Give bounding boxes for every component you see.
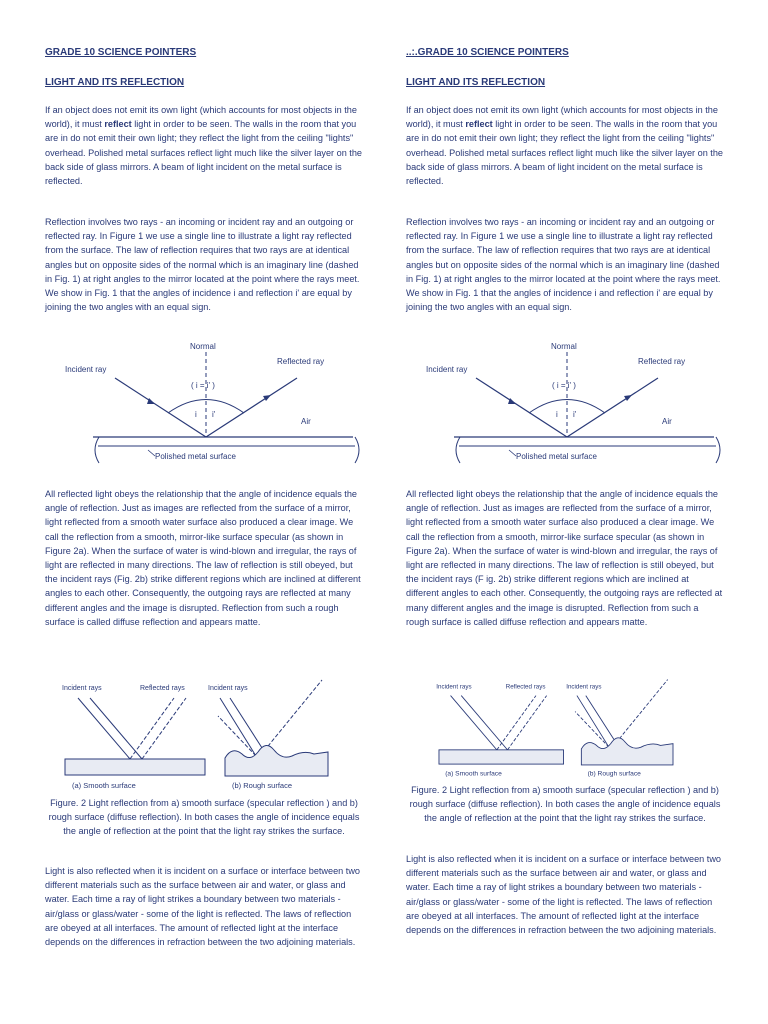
paragraph-intro-text-a: If an object does not emit its own light (which accounts for most objects in the world), it must [406, 105, 718, 130]
reflected-ray-a1 [497, 696, 536, 750]
figure-2-caption: Figure. 2 Light reflection from a) smooth surface (specular reflection ) and b) rough surface (diffuse reflection). In both cases the angle of incidence equals the angle of reflection at the point that the light ray strikes the surface. [48, 798, 360, 837]
surface-label: Polished metal surface [516, 452, 597, 461]
paragraph-intro-text-b: light in order to be seen. The walls in the room that you are in do not emit their own light; they reflect the light from the ceiling "lights" overhead. Polished metal surfaces reflect light much like the silver layer on the back side of glass mirrors. A beam of light incident on the metal surface is reflected. [406, 119, 723, 187]
surface-label-leader [148, 450, 155, 456]
paragraph-intro [406, 103, 724, 188]
paragraph-intro-text-b: light in order to be seen. The walls in the room that you are in do not emit their own light; they reflect the light from the ceiling "lights" overhead. Polished metal surfaces reflect light much like the silver layer on the back side of glass mirrors. A beam of light incident on the metal surface is reflected. [45, 119, 362, 187]
reflected-ray-b2 [264, 680, 322, 751]
section-heading: LIGHT AND ITS REFLECTION [45, 77, 185, 88]
angle-i-prime-label: i' [573, 410, 577, 419]
incident-ray-a2 [90, 698, 142, 759]
page-heading: ..:.GRADE 10 SCIENCE POINTERS [406, 47, 569, 58]
paragraph-intro-text-a: If an object does not emit its own light (which accounts for most objects in the world), it must [45, 105, 357, 130]
reflected-rays-label: Reflected rays [140, 685, 185, 692]
incident-ray-label: Incident ray [65, 365, 107, 374]
smooth-surface-block [439, 750, 564, 764]
reflected-ray-label: Reflected ray [277, 357, 325, 366]
figure-2-diagram [418, 676, 718, 781]
rough-surface-label: (b) Rough surface [232, 781, 293, 790]
figure-2-diagram [60, 676, 360, 794]
surface-label-leader [509, 450, 516, 456]
incident-ray-b1 [220, 698, 256, 756]
reflected-ray-line [206, 378, 297, 437]
incident-ray-a2 [461, 696, 507, 750]
surface-break-right [355, 437, 359, 463]
reflected-ray-label: Reflected ray [638, 357, 686, 366]
reflected-ray-b1 [575, 712, 609, 748]
incident-ray-b2 [230, 698, 264, 751]
incident-ray-a1 [78, 698, 130, 759]
rough-surface-block [225, 745, 328, 776]
incident-ray-label: Incident ray [426, 365, 468, 374]
reflected-ray-b1 [218, 716, 256, 756]
incident-rays-a-label: Incident rays [436, 683, 472, 691]
angle-equation-label: ( i = i' ) [191, 381, 215, 390]
reflected-rays-label: Reflected rays [505, 683, 546, 691]
paragraph-specular: All reflected light obeys the relationship that the angle of incidence equals the angle of reflection. Just as images are reflected from the surface of a mirror, light reflected from a smooth water surface also produced a clear image. We call the reflection from a smooth, mirror-like surface specular (as shown in Figure 2a). When the surface of water is wind-blown and irregular, the rays of light are reflected in many directions. The law of reflection is still obeyed, but the incident rays (F ig. 2b) strike different regions which are inclined at different angles to each other. Consequently, the outgoing rays are reflected at many different angles and the image is disrupted. Reflection from such a rough surface is called diffuse reflection and appears matte. [406, 489, 723, 627]
paragraph-reflection: Reflection involves two rays - an incoming or incident ray and an outgoing or reflected ray. In Figure 1 we use a single line to illustrate a light ray reflected from the surface. The law of reflection requires that two rays are at identical angles but on opposite sides of the normal which is an imaginary line (dashed in Fig. 1) at right angles to the mirror located at the point where the rays meet. We show in Fig. 1 that the angles of incidence i and reflection i' are equal by joining the two angles with an equal sign. [406, 217, 721, 313]
air-label: Air [301, 417, 311, 426]
surface-break-left [95, 437, 99, 463]
surface-break-right [716, 437, 720, 463]
paragraph-intro-bold: reflect [465, 119, 493, 130]
paragraph-interfaces: Light is also reflected when it is incident on a surface or interface between two different materials such as the surface between air and water, or glass and water. Each time a ray of light strikes a boundary between two materials - air/glass or glass/water - some of the light is reflected. The laws of reflection are obeyed at all interfaces. The amount of reflected light at the interface depends on the differences in refraction between the two adjoining materials. [406, 854, 721, 936]
incident-ray-b1 [577, 696, 609, 748]
reflected-ray-line [567, 378, 658, 437]
normal-label: Normal [551, 342, 577, 351]
incident-rays-a-label: Incident rays [62, 685, 102, 692]
angle-i-label: i [556, 410, 558, 419]
page-heading: GRADE 10 SCIENCE POINTERS [45, 47, 197, 58]
reflected-ray-arrow [263, 395, 271, 401]
angle-i-label: i [195, 410, 197, 419]
section-heading: LIGHT AND ITS REFLECTION [406, 77, 546, 88]
smooth-surface-label: (a) Smooth surface [445, 770, 502, 778]
paragraph-reflection: Reflection involves two rays - an incoming or incident ray and an outgoing or reflected ray. In Figure 1 we use a single line to illustrate a light ray reflected from the surface. The law of reflection requires that two rays are at identical angles but on opposite sides of the normal which is an imaginary line (dashed in Fig. 1) at right angles to the mirror located at the point where the rays meet. We show in Fig. 1 that the angles of incidence i and reflection i' are equal by joining the two angles with an equal sign. [45, 217, 360, 313]
surface-label: Polished metal surface [155, 452, 236, 461]
rough-surface-block [581, 738, 673, 765]
air-label: Air [662, 417, 672, 426]
incident-ray-a1 [451, 696, 497, 750]
paragraph-intro-bold: reflect [104, 119, 132, 130]
incident-rays-b-label: Incident rays [566, 683, 602, 691]
reflected-ray-a2 [507, 696, 546, 750]
angle-equation-label: ( i = i' ) [552, 381, 576, 390]
incident-rays-b-label: Incident rays [208, 685, 248, 692]
paragraph-intro [45, 103, 363, 188]
reflected-ray-a1 [130, 698, 174, 759]
rough-surface-label: (b) Rough surface [587, 770, 641, 778]
normal-label: Normal [190, 342, 216, 351]
surface-break-left [456, 437, 460, 463]
figure-2-caption: Figure. 2 Light reflection from a) smooth surface (specular reflection ) and b) rough surface (diffuse reflection). In both cases the angle of incidence equals the angle of reflection at the point that the light ray strikes the surface. [409, 785, 721, 824]
figure-1-diagram [63, 338, 363, 468]
angle-i-prime-label: i' [212, 410, 216, 419]
reflected-ray-arrow [624, 395, 632, 401]
figure-1-diagram [424, 338, 724, 468]
incident-ray-b2 [586, 696, 616, 743]
paragraph-specular: All reflected light obeys the relationship that the angle of incidence equals the angle of reflection. Just as images are reflected from the surface of a mirror, light reflected from a smooth water surface also produced a clear image. We call the reflection from a smooth, mirror-like surface specular (as shown in Figure 2a). When the surface of water is wind-blown and irregular, the rays of light are reflected in many directions. The law of reflection is still obeyed, but the incident rays (Fig. 2b) strike different regions which are inclined at different angles to each other. Consequently, the outgoing rays are reflected at many different angles and the image is disrupted. Reflection from such a rough surface is called diffuse reflection and appears matte. [45, 489, 361, 627]
paragraph-interfaces: Light is also reflected when it is incident on a surface or interface between two different materials such as the surface between air and water, or glass and water. Each time a ray of light strikes a boundary between two materials - air/glass or glass/water - some of the light is reflected. The laws of reflection are obeyed at all interfaces. The amount of reflected light at the interface depends on the differences in refraction between the two adjoining materials. [45, 866, 360, 948]
reflected-ray-b2 [616, 680, 668, 743]
smooth-surface-block [65, 759, 205, 775]
smooth-surface-label: (a) Smooth surface [72, 781, 136, 790]
reflected-ray-a2 [142, 698, 186, 759]
